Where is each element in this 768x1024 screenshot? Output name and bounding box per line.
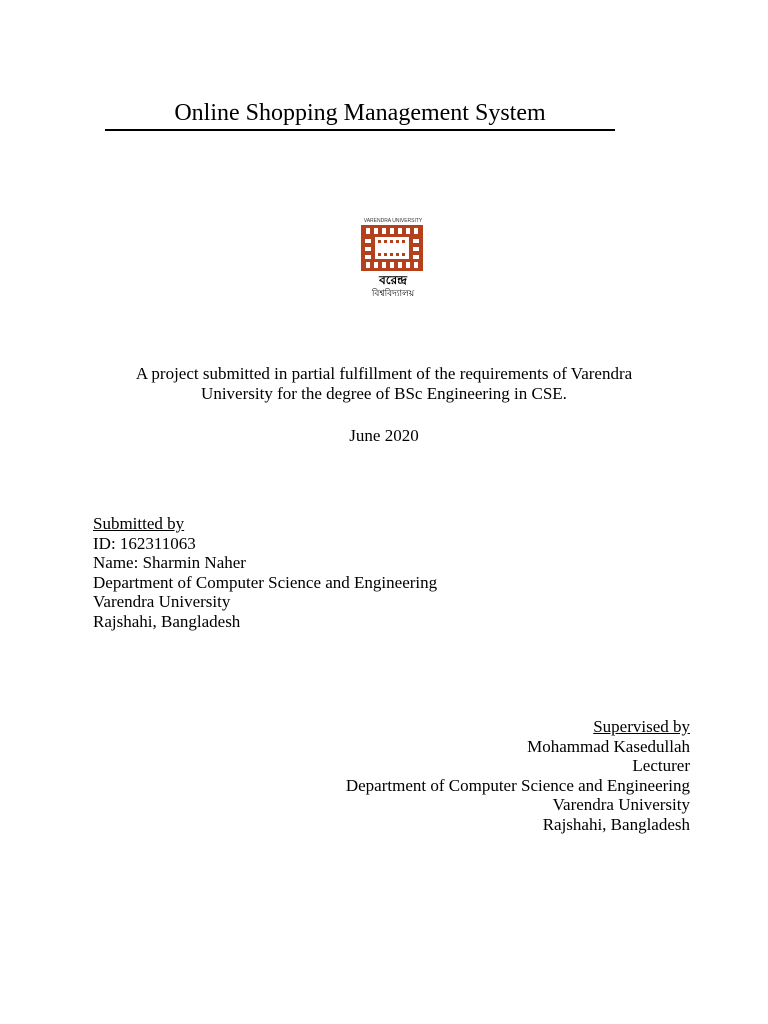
statement-line-1: A project submitted in partial fulfillment of the requirements of Varendra <box>135 364 633 383</box>
logo-top-text: VARENDRA UNIVERSITY <box>363 218 423 224</box>
university-logo <box>359 216 427 298</box>
student-id: ID: 162311063 <box>93 533 196 553</box>
supervised-by-section <box>300 717 690 835</box>
title-underline <box>105 129 615 131</box>
supervisor-university: Varendra University <box>552 795 690 815</box>
supervisor-designation: Lecturer <box>632 756 690 776</box>
student-name: Name: Sharmin Naher <box>93 553 246 573</box>
student-location: Rajshahi, Bangladesh <box>93 611 241 631</box>
logo-bengali-text-1: বরেন্দ্র <box>379 273 407 287</box>
supervisor-location: Rajshahi, Bangladesh <box>542 814 690 834</box>
submission-date: June 2020 <box>349 426 419 445</box>
logo-bengali-text-2: বিশ্ববিদ্যালয় <box>371 289 415 298</box>
document-title: Online Shopping Management System <box>174 100 546 126</box>
student-university: Varendra University <box>93 592 231 612</box>
statement-line-2: University for the degree of BSc Engineering in CSE. <box>201 383 567 403</box>
submission-statement <box>90 364 678 403</box>
submitted-by-heading: Submitted by <box>93 514 185 533</box>
supervisor-name: Mohammad Kasedullah <box>527 736 690 756</box>
student-department: Department of Computer Science and Engineering <box>93 572 438 592</box>
submitted-by-section <box>93 514 513 632</box>
supervised-by-heading: Supervised by <box>593 717 690 736</box>
supervisor-department: Department of Computer Science and Engineering <box>345 775 690 795</box>
